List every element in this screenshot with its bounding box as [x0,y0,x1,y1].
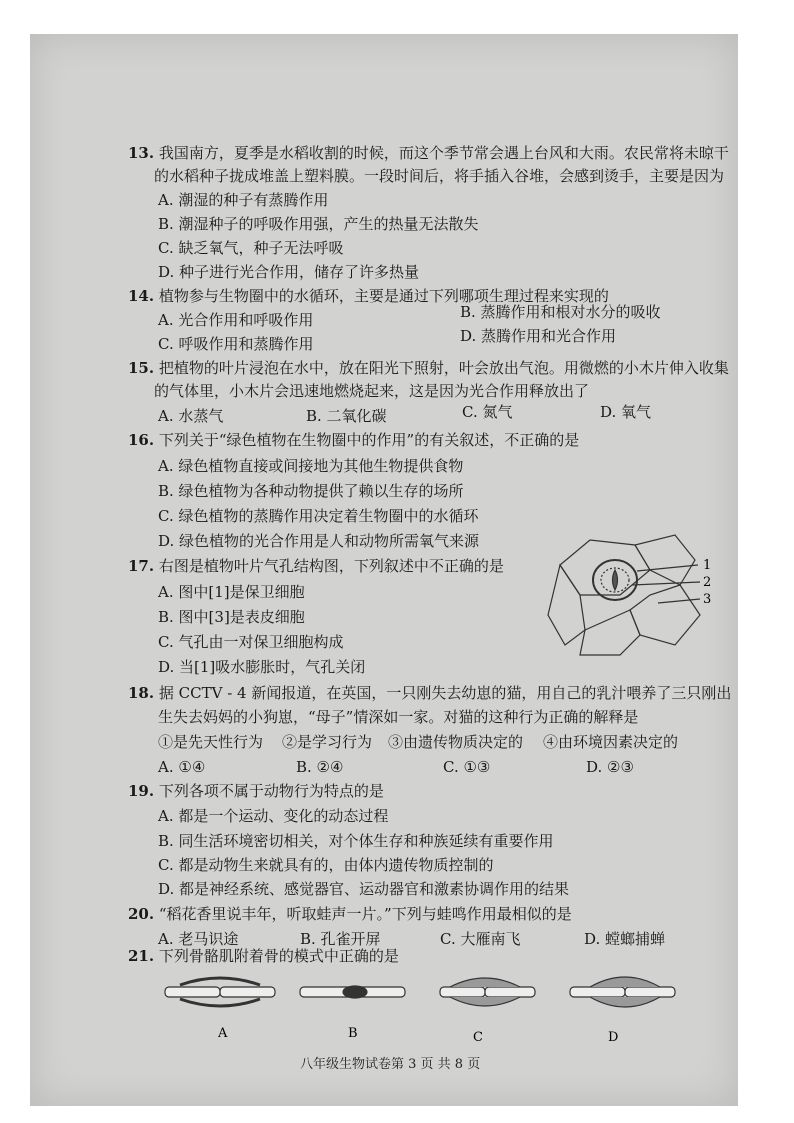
figure-b [300,986,405,998]
question-text: 我国南方，夏季是水稻收割的时候，而这个季节常会遇上台风和大雨。农民常将未晾干 [158,144,729,162]
stomata-diagram [540,525,720,660]
bone-muscle-figures [160,975,680,1045]
option-a: A. 水蒸气 [158,407,224,425]
option-c: C. 气孔由一对保卫细胞构成 [158,633,344,651]
question-number: 16. [128,431,155,449]
option-b: B. ②④ [296,758,344,776]
option-c: C. ①③ [443,758,491,776]
question-text: 下列骨骼肌附着骨的模式中正确的是 [158,947,399,965]
question-number: 18. [128,684,155,702]
question-21 [128,946,399,966]
question-19 [128,781,384,801]
question-text: 下列各项不属于动物行为特点的是 [158,782,384,800]
statement-1: ①是先天性行为 [158,733,264,751]
option-a: A. 老马识途 [158,930,239,948]
option-d: D. 都是神经系统、感觉器官、运动器官和激素协调作用的结果 [158,880,570,898]
statement-4: ④由环境因素决定的 [543,733,679,751]
option-a: A. ①④ [158,758,206,776]
question-text-cont: 的气体里，小木片会迅速地燃烧起来，这是因为光合作用释放出了 [154,382,590,400]
question-number: 21. [128,947,155,965]
label-1: 1 [703,558,712,573]
question-text: 把植物的叶片浸泡在水中，放在阳光下照射，叶会放出气泡。用微燃的小木片伸入收集 [158,359,729,377]
question-text: “稻花香里说丰年，听取蛙声一片。”下列与蛙鸣作用最相似的是 [158,905,572,923]
label-3: 3 [703,592,712,607]
question-18 [128,683,731,703]
figure-d [570,977,675,1007]
question-15 [128,358,729,378]
question-number: 19. [128,782,155,800]
option-a: A. 都是一个运动、变化的动态过程 [158,807,389,825]
epidermal-cell [580,610,640,655]
question-text-cont: 的水稻种子拢成堆盖上塑料膜。一段时间后，将手插入谷堆，会感到烫手，主要是因为 [154,167,725,185]
figure-label-d: D [608,1030,619,1045]
epidermal-cell [635,535,695,585]
option-d: D. 蒸腾作用和光合作用 [460,327,617,345]
option-d: D. 当[1]吸水膨胀时，气孔关闭 [158,658,366,676]
question-number: 17. [128,557,155,575]
option-a: A. 光合作用和呼吸作用 [158,311,314,329]
option-d: D. 螳螂捕蝉 [584,930,666,948]
question-text: 下列关于“绿色植物在生物圈中的作用”的有关叙述，不正确的是 [158,431,580,449]
label-2: 2 [703,575,712,590]
question-text: 据 CCTV - 4 新闻报道，在英国，一只刚失去幼崽的猫，用自己的乳汁喂养了三只刚出 [158,684,732,702]
option-b: B. 潮湿种子的呼吸作用强，产生的热量无法散失 [158,215,479,233]
question-13 [128,143,729,163]
figure-a [165,978,275,1006]
option-a: A. 潮湿的种子有蒸腾作用 [158,191,329,209]
figure-label-b: B [348,1026,358,1041]
option-c: C. 绿色植物的蒸腾作用决定着生物圈中的水循环 [158,507,479,525]
question-number: 13. [128,144,155,162]
figure-c [440,978,535,1006]
option-a: A. 图中[1]是保卫细胞 [158,583,305,601]
option-d: D. 氧气 [600,403,652,421]
epidermal-cell [630,585,700,645]
option-c: C. 氮气 [462,403,513,421]
option-d: D. 绿色植物的光合作用是人和动物所需氧气来源 [158,532,480,550]
option-b: B. 蒸腾作用和根对水分的吸收 [460,303,661,321]
option-b: B. 同生活环境密切相关，对个体生存和种族延续有重要作用 [158,832,554,850]
question-number: 15. [128,359,155,377]
option-d: D. ②③ [586,758,634,776]
stoma-pore [613,570,618,590]
option-d: D. 种子进行光合作用，储存了许多热量 [158,263,420,281]
option-a: A. 绿色植物直接或间接地为其他生物提供食物 [158,457,464,475]
option-c: C. 缺乏氧气，种子无法呼吸 [158,239,344,257]
figure-label-c: C [473,1030,483,1045]
question-text: 植物参与生物圈中的水循环，主要是通过下列哪项生理过程来实现的 [158,287,609,305]
option-c: C. 都是动物生来就具有的，由体内遗传物质控制的 [158,856,494,874]
question-17 [128,556,504,576]
statement-3: ③由遗传物质决定的 [388,733,524,751]
option-b: B. 绿色植物为各种动物提供了赖以生存的场所 [158,482,464,500]
epidermal-cell [548,565,585,645]
option-b: B. 二氧化碳 [306,407,387,425]
option-c: C. 大雁南飞 [440,930,521,948]
question-text: 右图是植物叶片气孔结构图，下列叙述中不正确的是 [158,557,504,575]
question-text-cont: 生失去妈妈的小狗崽，“母子”情深如一家。对猫的这种行为正确的解释是 [158,708,639,726]
option-c: C. 呼吸作用和蒸腾作用 [158,335,314,353]
question-16 [128,430,579,450]
statement-2: ②是学习行为 [282,733,373,751]
question-20 [128,904,572,924]
figure-label-a: A [218,1026,228,1041]
option-b: B. 图中[3]是表皮细胞 [158,608,305,626]
question-number: 14. [128,287,155,305]
page-footer: 八年级生物试卷第 3 页 共 8 页 [300,1057,481,1072]
option-b: B. 孔雀开屏 [300,930,381,948]
question-number: 20. [128,905,155,923]
